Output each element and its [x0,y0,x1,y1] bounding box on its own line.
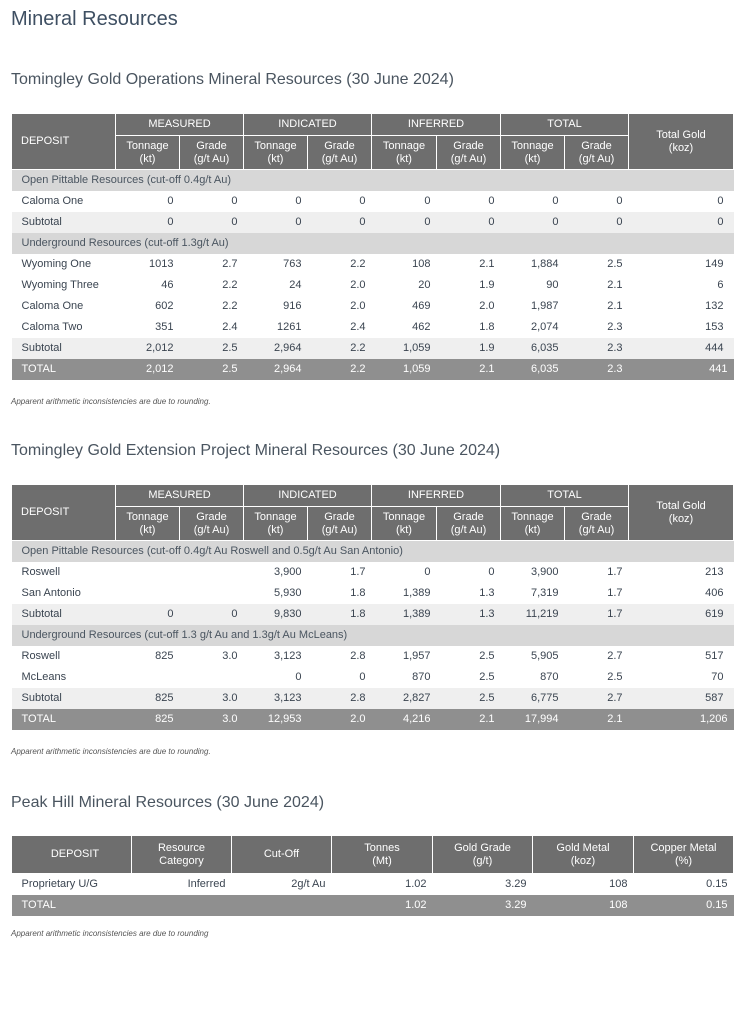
cell-value: 6,035 [501,338,565,359]
subtotal-row [12,604,734,625]
total-value: 4,216 [372,709,437,730]
deposit-name: Caloma One [21,195,84,207]
cell-value: 2,827 [372,688,437,709]
cell-value: 6 [717,279,724,291]
deposit-name: Subtotal [12,212,116,233]
deposit-name: Wyoming One [21,258,92,270]
cell-value: 2.5 [437,688,501,709]
peak-hill-title: Peak Hill Mineral Resources (30 June 2024) [11,794,325,811]
tgo-table-body [12,170,734,381]
cell-value: 0 [244,212,308,233]
cell-value: 1.7 [607,566,623,578]
cell-value: 1,059 [372,338,437,359]
cell-value: 153 [705,321,724,333]
group-header-inferred: INFERRED [372,485,501,507]
grade-header: Grade (g/t Au) [437,507,501,541]
grade-header: Grade (g/t Au) [565,136,629,170]
cell-value: 1.9 [479,279,495,291]
total-value: 3.29 [433,895,533,916]
total-value: 2.0 [308,709,372,730]
cell-value: 2.3 [607,321,623,333]
section-heading: Open Pittable Resources (cut-off 0.4g/t Au Roswell and 0.5g/t Au San Antonio) [12,541,734,563]
total-value: 2.5 [180,359,244,380]
cell-value: 0 [308,212,372,233]
cell-value: 70 [711,671,724,683]
tgo-note: Apparent arithmetic inconsistencies are due to rounding. [11,397,211,406]
cell-value [180,667,244,688]
total-label: TOTAL [12,895,132,916]
cell-value: 517 [705,650,724,662]
section-heading: Underground Resources (cut-off 1.3g/t Au) [12,233,734,254]
deposit-header: DEPOSIT [12,485,116,541]
cell-value: 6,775 [501,688,565,709]
table-row [12,583,734,604]
section-heading-row [12,541,734,563]
total-value: 441 [629,359,734,380]
tgep-table-body [12,541,734,731]
total-value: 2,964 [244,359,308,380]
total-value: 2.1 [437,359,501,380]
cell-value: 3,123 [273,650,302,662]
deposit-name: Wyoming Three [21,279,99,291]
tonnage-header: Tonnage (kt) [244,136,308,170]
cell-value: 2.5 [479,671,495,683]
tgep-table [11,484,734,730]
cell-value: 0 [629,212,734,233]
cell-value: 825 [155,650,174,662]
deposit-name: Caloma Two [21,321,83,333]
subtotal-row [12,688,734,709]
cell-value: 619 [629,604,734,625]
cell-value: 1.9 [437,338,501,359]
cell-value: 870 [412,671,431,683]
tonnage-header: Tonnage (kt) [116,507,180,541]
cell-value: 2.1 [479,258,495,270]
cell-value: 763 [283,258,302,270]
tgo-table [11,113,734,380]
cell-value: Proprietary U/G [21,878,98,890]
tonnage-header: Tonnage (kt) [372,507,437,541]
cell-value: 3,123 [244,688,308,709]
peak-hill-note: Apparent arithmetic inconsistencies are due to rounding [11,929,209,938]
tonnage-header: Tonnage (kt) [116,136,180,170]
cell-value: 2.5 [607,258,623,270]
group-header-total: TOTAL [501,485,629,507]
cell-value: 213 [705,566,724,578]
cell-value: 2g/t Au [291,878,326,890]
tgo-table-header [12,114,734,170]
cell-value: 3,900 [530,566,559,578]
cell-value: 1.8 [479,321,495,333]
cell-value: 0 [616,195,623,207]
cell-value: 1,389 [372,604,437,625]
grade-header: Grade (g/t Au) [565,507,629,541]
cell-value: 0 [501,212,565,233]
total-label: TOTAL [12,709,116,730]
cell-value: 132 [705,300,724,312]
cell-value: 2.4 [350,321,366,333]
table-row [12,191,734,212]
total-value [132,895,232,916]
cell-value: 2.2 [350,258,366,270]
cell-value: 0 [295,195,302,207]
cell-value [180,583,244,604]
deposit-name: Caloma One [21,300,84,312]
table-row [12,317,734,338]
total-value: 2.2 [308,359,372,380]
deposit-header: DEPOSIT [12,114,116,170]
cell-value: 0 [180,604,244,625]
cell-value: 406 [705,587,724,599]
cell-value: 1.8 [350,587,366,599]
cell-value: 587 [629,688,734,709]
table-row [12,667,734,688]
total-gold-header: Total Gold (koz) [629,485,734,541]
total-label: TOTAL [12,359,116,380]
cell-value: 0 [717,195,724,207]
subtotal-row [12,212,734,233]
cell-value: 462 [412,321,431,333]
page-title: Mineral Resources [11,8,178,30]
cell-value: 2.0 [350,279,366,291]
total-value: 3.0 [180,709,244,730]
cell-value: Inferred [187,878,226,890]
peak-hill-header: Tonnes (Mt) [332,836,433,874]
cell-value: 1.3 [479,587,495,599]
cell-value: 1.3 [437,604,501,625]
cell-value: 2.4 [222,321,238,333]
cell-value: 0 [424,195,431,207]
total-value: 1,206 [629,709,734,730]
deposit-name: McLeans [21,671,67,683]
group-header-total: TOTAL [501,114,629,136]
cell-value: 870 [540,671,559,683]
cell-value: 2.8 [350,650,366,662]
total-gold-header: Total Gold (koz) [629,114,734,170]
cell-value: 0 [231,195,238,207]
cell-value: 2.1 [607,300,623,312]
table-row [12,275,734,296]
section-heading-row [12,625,734,646]
tonnage-header: Tonnage (kt) [501,136,565,170]
table-row [12,562,734,583]
cell-value: 0 [116,604,180,625]
cell-value: 0 [552,195,559,207]
cell-value [116,583,180,604]
table-row [12,296,734,317]
peak-hill-table [11,835,734,916]
peak-hill-header: Gold Metal (koz) [533,836,634,874]
cell-value: 1261 [277,321,302,333]
cell-value: 2.7 [607,650,623,662]
cell-value: 0 [359,195,366,207]
cell-value: 2.7 [222,258,238,270]
deposit-name: Roswell [21,650,61,662]
cell-value: 2.2 [222,279,238,291]
cell-value [116,562,180,583]
cell-value: 3.0 [180,688,244,709]
cell-value: 20 [418,279,431,291]
cell-value: 0 [167,195,174,207]
cell-value: 108 [609,878,628,890]
peak-hill-table-body [12,874,734,917]
peak-hill-header: Resource Category [132,836,232,874]
tonnage-header: Tonnage (kt) [372,136,437,170]
cell-value [116,667,180,688]
cell-value: 5,905 [530,650,559,662]
cell-value: 7,319 [530,587,559,599]
cell-value: 825 [116,688,180,709]
cell-value: 0 [565,212,629,233]
cell-value: 0 [372,212,437,233]
table-row [12,874,734,896]
grade-header: Grade (g/t Au) [180,507,244,541]
cell-value [180,562,244,583]
cell-value: 2.2 [308,338,372,359]
cell-value: 9,830 [244,604,308,625]
total-value: 0.15 [634,895,734,916]
peak-hill-header: Cut-Off [232,836,332,874]
table-row [12,646,734,667]
cell-value: 46 [161,279,174,291]
cell-value: 3,900 [273,566,302,578]
table-row [12,254,734,275]
total-value: 2,012 [116,359,180,380]
total-value: 108 [533,895,634,916]
cell-value: 90 [546,279,559,291]
cell-value: 1013 [149,258,174,270]
cell-value: 2.7 [565,688,629,709]
total-value: 2.3 [565,359,629,380]
cell-value: 0 [488,566,495,578]
cell-value: 149 [705,258,724,270]
group-header-indicated: INDICATED [244,114,372,136]
total-value: 1,059 [372,359,437,380]
total-value: 2.1 [437,709,501,730]
grade-header: Grade (g/t Au) [180,136,244,170]
section-heading: Open Pittable Resources (cut-off 0.4g/t Au) [12,170,734,192]
tonnage-header: Tonnage (kt) [501,507,565,541]
cell-value: 1,957 [402,650,431,662]
cell-value: 469 [412,300,431,312]
group-header-inferred: INFERRED [372,114,501,136]
cell-value: 2,012 [116,338,180,359]
cell-value: 108 [412,258,431,270]
cell-value: 2.0 [350,300,366,312]
subtotal-row [12,338,734,359]
cell-value: 1.8 [308,604,372,625]
cell-value: 2,074 [530,321,559,333]
group-header-indicated: INDICATED [244,485,372,507]
total-value: 1.02 [332,895,433,916]
deposit-name: Subtotal [12,338,116,359]
total-row [12,895,734,916]
cell-value: 3.0 [222,650,238,662]
cell-value: 0 [116,212,180,233]
peak-hill-header: DEPOSIT [12,836,132,874]
cell-value: 2.0 [479,300,495,312]
tgep-table-header [12,485,734,541]
total-value: 12,953 [244,709,308,730]
cell-value: 0 [424,566,431,578]
cell-value: 5,930 [273,587,302,599]
cell-value: 916 [283,300,302,312]
cell-value: 2,964 [244,338,308,359]
cell-value: 0 [437,212,501,233]
total-value: 2.1 [565,709,629,730]
deposit-name: San Antonio [21,587,81,599]
peak-hill-table-header [12,836,734,874]
deposit-name: Roswell [21,566,61,578]
cell-value: 1.7 [565,604,629,625]
cell-value: 602 [155,300,174,312]
total-value: 825 [116,709,180,730]
cell-value: 1,884 [530,258,559,270]
total-row [12,709,734,730]
cell-value: 0 [180,212,244,233]
cell-value: 0 [295,671,302,683]
grade-header: Grade (g/t Au) [437,136,501,170]
cell-value: 444 [629,338,734,359]
tgo-title: Tomingley Gold Operations Mineral Resources (30 June 2024) [11,71,454,88]
cell-value: 0 [488,195,495,207]
cell-value: 1,389 [402,587,431,599]
group-header-measured: MEASURED [116,485,244,507]
peak-hill-header: Copper Metal (%) [634,836,734,874]
cell-value: 2.5 [479,650,495,662]
cell-value: 0 [359,671,366,683]
deposit-name: Subtotal [12,688,116,709]
cell-value: 1,987 [530,300,559,312]
grade-header: Grade (g/t Au) [308,507,372,541]
group-header-measured: MEASURED [116,114,244,136]
total-row [12,359,734,380]
tonnage-header: Tonnage (kt) [244,507,308,541]
cell-value: 1.7 [350,566,366,578]
cell-value: 2.1 [607,279,623,291]
tgep-title: Tomingley Gold Extension Project Mineral Resources (30 June 2024) [11,442,501,459]
cell-value: 24 [289,279,302,291]
cell-value: 1.7 [607,587,623,599]
total-value: 17,994 [501,709,565,730]
cell-value: 2.3 [565,338,629,359]
section-heading-row [12,170,734,192]
peak-hill-header: Gold Grade (g/t) [433,836,533,874]
cell-value: 3.29 [505,878,527,890]
cell-value: 2.2 [222,300,238,312]
cell-value: 1.02 [405,878,427,890]
cell-value: 11,219 [501,604,565,625]
cell-value: 0.15 [706,878,728,890]
cell-value: 2.5 [607,671,623,683]
cell-value: 2.8 [308,688,372,709]
section-heading: Underground Resources (cut-off 1.3 g/t Au and 1.3g/t Au McLeans) [12,625,734,646]
cell-value: 351 [155,321,174,333]
section-heading-row [12,233,734,254]
tgep-note: Apparent arithmetic inconsistencies are due to rounding. [11,747,211,756]
cell-value: 2.5 [180,338,244,359]
grade-header: Grade (g/t Au) [308,136,372,170]
deposit-name: Subtotal [12,604,116,625]
total-value [232,895,332,916]
total-value: 6,035 [501,359,565,380]
